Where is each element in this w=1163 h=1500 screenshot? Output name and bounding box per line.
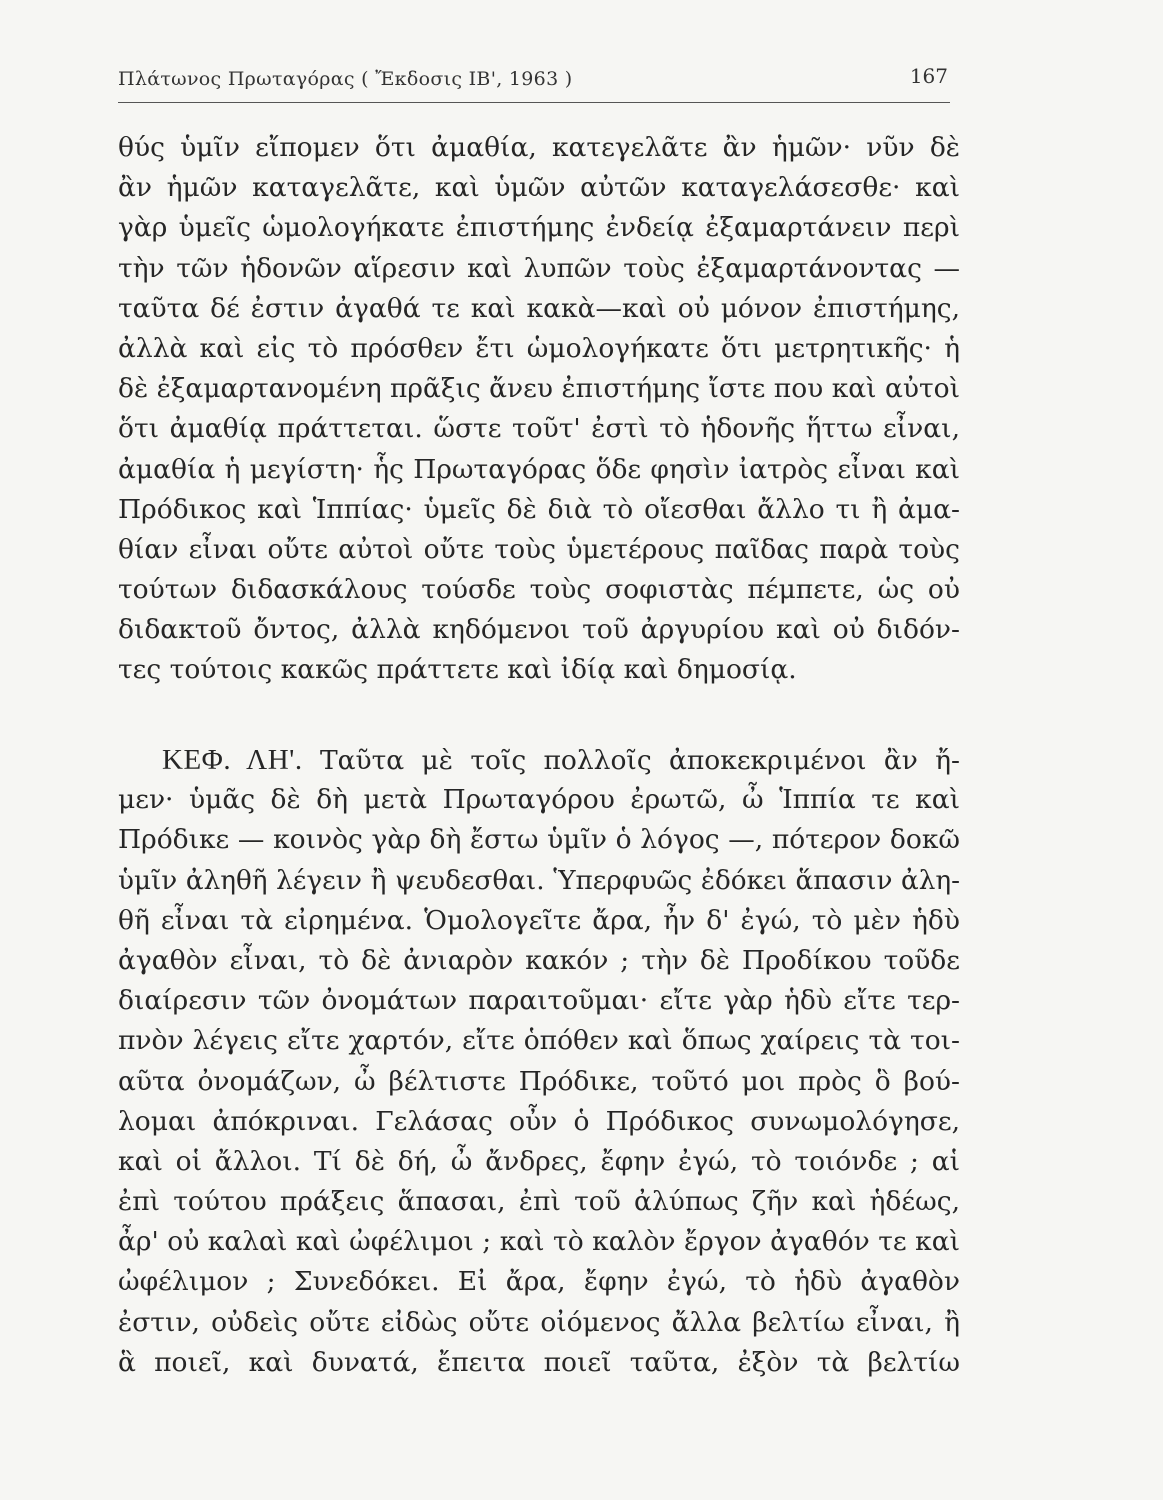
text-line: λομαι ἀπόκριναι. Γελάσας οὖν ὁ Πρόδικος συνωμολόγησε, [118, 1105, 960, 1137]
text-line: ἐστιν, οὐδεὶς οὔτε εἰδὼς οὔτε οἰόμενος ἄλλα βελτίω εἶναι, ἢ [118, 1306, 960, 1338]
text-line: αῦτα ὀνομάζων, ὦ βέλτιστε Πρόδικε, τοῦτό μοι πρὸς ὃ βού- [118, 1065, 960, 1097]
text-line: ἐπὶ τούτου πράξεις ἅπασαι, ἐπὶ τοῦ ἀλύπως ζῆν καὶ ἡδέως, [118, 1186, 960, 1218]
text-line: ταῦτα δέ ἐστιν ἀγαθά τε καὶ κακὰ—καὶ οὐ μόνον ἐπιστήμης, [118, 292, 960, 324]
text-line: ὅτι ἀμαθίᾳ πράττεται. ὥστε τοῦτ' ἐστὶ τὸ ἡδονῆς ἥττω εἶναι, [118, 413, 960, 445]
text-line: τὴν τῶν ἡδονῶν αἵρεσιν καὶ λυπῶν τοὺς ἐξαμαρτάνοντας — [118, 252, 960, 284]
text-line: ἀλλὰ καὶ εἰς τὸ πρόσθεν ἔτι ὡμολογήκατε ὅτι μετρητικῆς· ἡ [118, 332, 960, 364]
paragraph-2 [118, 740, 960, 1383]
text-line: καὶ οἱ ἄλλοι. Τί δὲ δή, ὦ ἄνδρες, ἔφην ἐγώ, τὸ τοιόνδε ; αἱ [118, 1145, 960, 1177]
text-line: θῆ εἶναι τὰ εἰρημένα. Ὁμολογεῖτε ἄρα, ἦν δ' ἐγώ, τὸ μὲν ἡδὺ [118, 904, 960, 936]
running-title: Πλάτωνος Πρωταγόρας ( Ἔκδοσις ΙΒ', 1963 ) [118, 68, 573, 90]
text-line: διδακτοῦ ὄντος, ἀλλὰ κηδόμενοι τοῦ ἀργυρίου καὶ οὐ διδόν- [118, 614, 960, 646]
text-line: μεν· ὑμᾶς δὲ δὴ μετὰ Πρωταγόρου ἐρωτῶ, ὦ Ἱππία τε καὶ [118, 784, 960, 816]
text-line: διαίρεσιν τῶν ὀνομάτων παραιτοῦμαι· εἴτε γὰρ ἡδὺ εἴτε τερ- [118, 985, 960, 1017]
text-line: θύς ὑμῖν εἴπομεν ὅτι ἀμαθία, κατεγελᾶτε ἂν ἡμῶν· νῦν δὲ [118, 132, 960, 163]
text-line: πνὸν λέγεις εἴτε χαρτόν, εἴτε ὁπόθεν καὶ ὅπως χαίρεις τὰ τοι- [118, 1025, 960, 1057]
text-line: ὑμῖν ἀληθῆ λέγειν ἢ ψευδεσθαι. Ὑπερφυῶς ἐδόκει ἅπασιν ἀλη- [118, 865, 960, 896]
text-line: τες τούτοις κακῶς πράττετε καὶ ἰδίᾳ καὶ δημοσίᾳ. [118, 654, 797, 686]
chapter-first-line: Ταῦτα μὲ τοῖς πολλοῖς ἀποκεκριμένοι ἂν ἤ- [319, 745, 960, 776]
text-line: ἆρ' οὐ καλαὶ καὶ ὠφέλιμοι ; καὶ τὸ καλὸν ἔργον ἀγαθόν τε καὶ [118, 1226, 960, 1258]
text-line: Πρόδικος καὶ Ἱππίας· ὑμεῖς δὲ διὰ τὸ οἴεσθαι ἄλλο τι ἢ ἀμα- [118, 493, 960, 525]
text-line: θίαν εἶναι οὔτε αὐτοὶ οὔτε τοὺς ὑμετέρους παῖδας παρὰ τοὺς [118, 533, 960, 565]
text-line: ὠφέλιμον ; Συνεδόκει. Εἰ ἄρα, ἔφην ἐγώ, τὸ ἡδὺ ἀγαθὸν [118, 1266, 960, 1298]
text-line: γὰρ ὑμεῖς ὡμολογήκατε ἐπιστήμης ἐνδείᾳ ἐξαμαρτάνειν περὶ [118, 212, 960, 244]
page-number: 167 [909, 64, 948, 88]
text-line: Πρόδικε — κοινὸς γὰρ δὴ ἔστω ὑμῖν ὁ λόγος —, πότερον δοκῶ [118, 824, 960, 856]
text-line: ἀμαθία ἡ μεγίστη· ἧς Πρωταγόρας ὅδε φησὶν ἰατρὸς εἶναι καὶ [118, 453, 960, 485]
text-line: τούτων διδασκάλους τούσδε τοὺς σοφιστὰς πέμπετε, ὡς οὐ [118, 574, 960, 606]
chapter-label: ΚΕΦ. ΛΗ'. [162, 744, 303, 776]
text-line [118, 740, 960, 780]
text-line: ἂν ἡμῶν καταγελᾶτε, καὶ ὑμῶν αὐτῶν καταγελάσεσθε· καὶ [118, 172, 960, 204]
text-line: ἃ ποιεῖ, καὶ δυνατά, ἔπειτα ποιεῖ ταῦτα, ἐξὸν τὰ βελτίω [118, 1346, 960, 1378]
text-line: δὲ ἐξαμαρτανομένη πρᾶξις ἄνευ ἐπιστήμης ἴστε που καὶ αὐτοὶ [118, 373, 960, 405]
paragraph-1 [118, 128, 960, 691]
text-line: ἀγαθὸν εἶναι, τὸ δὲ ἀνιαρὸν κακόν ; τὴν δὲ Προδίκου τοῦδε [118, 944, 960, 976]
page-header [118, 62, 950, 103]
